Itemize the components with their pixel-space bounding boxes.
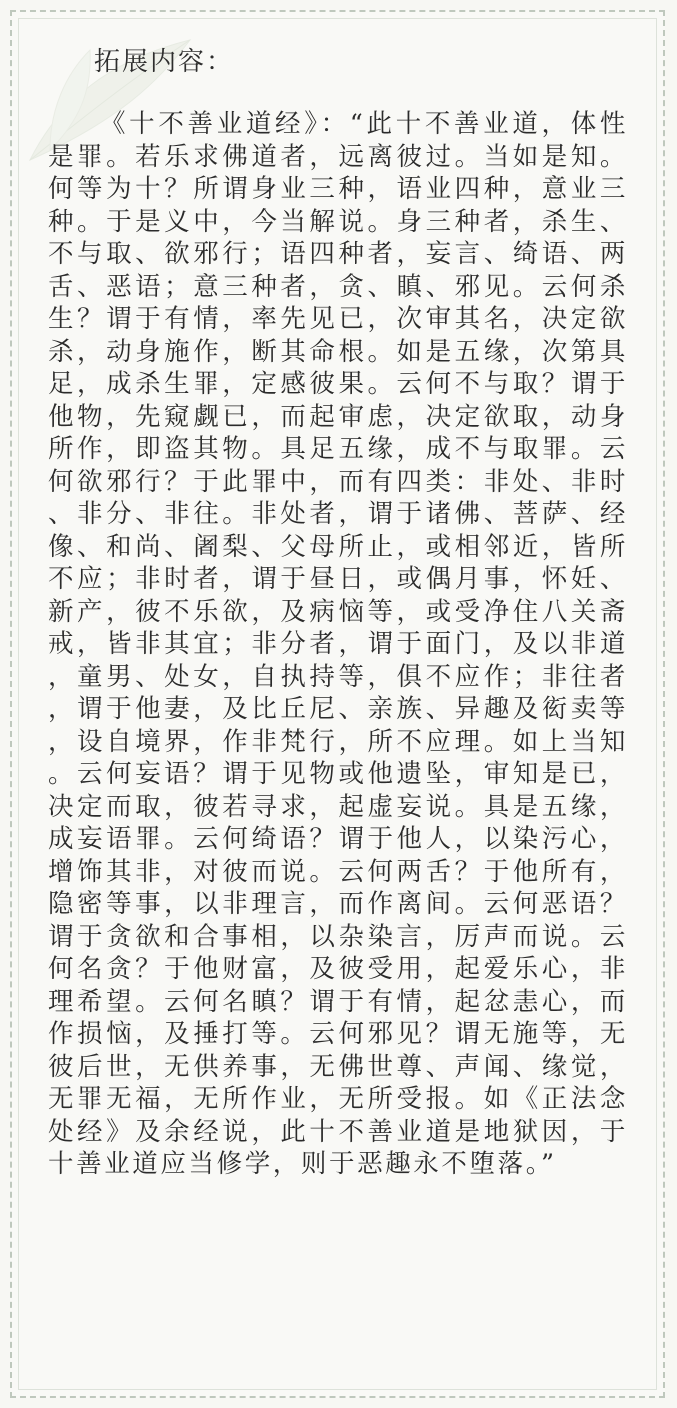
section-heading: 拓展内容： bbox=[94, 47, 235, 77]
sutra-quote-paragraph: 《十不善业道经》：“此十不善业道，体性是罪。若乐求佛道者，远离彼过。当如是知。何等为十？所谓身业三种，语业四种，意业三种。于是义中，今当解说。身三种者，杀生、不与取、欲邪行；语四种者，妄言、绮语、两舌、恶语；意三种者，贪、瞋、邪见。云何杀生？谓于有情，率先见已，次审其名，决定欲杀，动身施作，断其命根。如是五缘，次第具足，成杀生罪，定感彼果。云何不与取？谓于他物，先窥觑已，而起审虑，决定欲取，动身所作，即盗其物。具足五缘，成不与取罪。云何欲邪行？于此罪中，而有四类：非处、非时、非分、非往。非处者，谓于诸佛、菩萨、经像、和尚、阇梨、父母所止，或相邻近，皆所不应；非时者，谓于昼日，或偶月事，怀妊、新产，彼不乐欲，及病恼等，或受净住八关斋戒，皆非其宜；非分者，谓于面门，及以非道，童男、处女，自执持等，俱不应作；非往者，谓于他妻，及比丘尼、亲族、异趣及衒卖等，设自境界，作非梵行，所不应理。如上当知。云何妄语？谓于见物或他遗坠，审知是已，决定而取，彼若寻求，起虚妄说。具是五缘，成妄语罪。云何绮语？谓于他人，以染污心，增饰其非，对彼而说。云何两舌？于他所有，隐密等事，以非理言，而作离间。云何恶语？谓于贪欲和合事相，以杂染言，厉声而说。云何名贪？于他财富，及彼受用，起爱乐心，非理希望。云何名瞋？谓于有情，起忿恚心，而作损恼，及捶打等。云何邪见？谓无施等，无彼后世，无供养事，无佛世尊、声闻、缘觉，无罪无福，无所作业，无所受报。如《正法念处经》及余经说，此十不善业道是地狱因，于十善业道应当修学，则于恶趣永不堕落。” bbox=[48, 109, 628, 1179]
